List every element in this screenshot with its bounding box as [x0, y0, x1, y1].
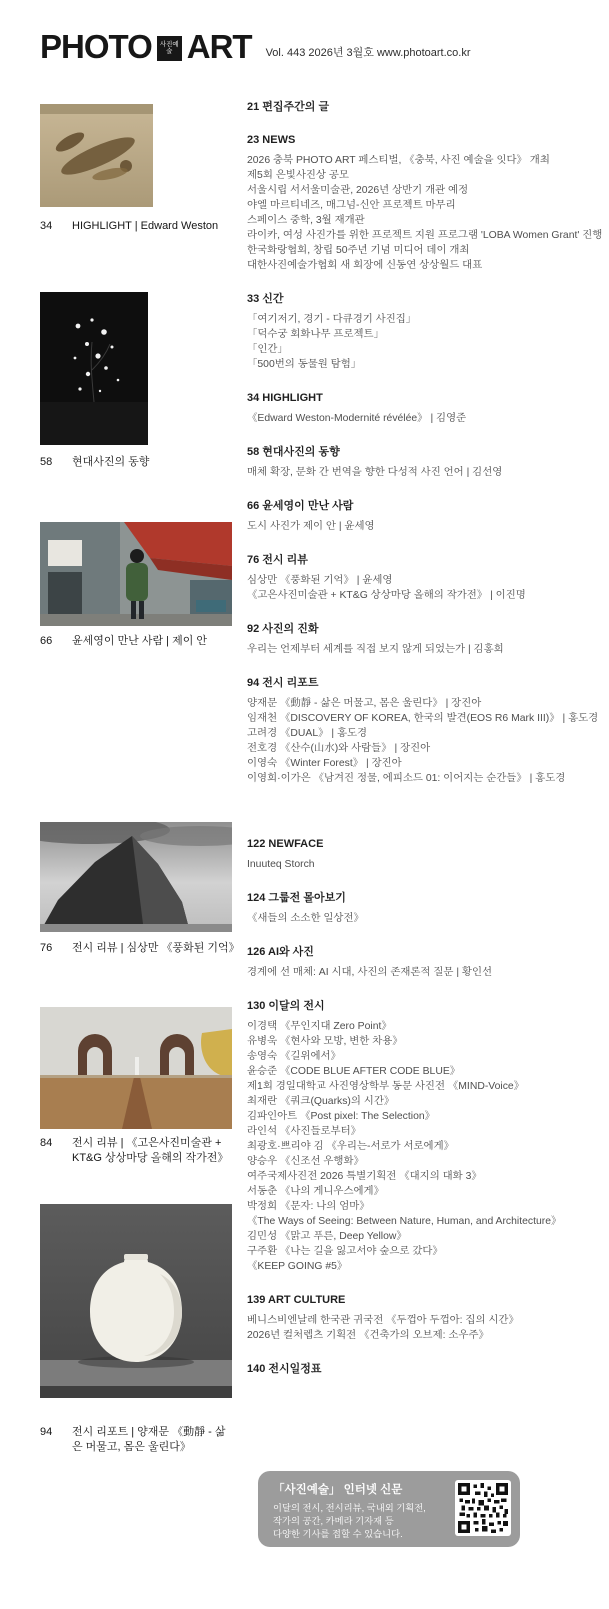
toc-section	[247, 892, 587, 926]
thumb-caption	[40, 219, 260, 234]
toc-section-header: 92 사진의 진화	[247, 623, 319, 635]
thumbnail-contemporary-photo	[40, 292, 148, 445]
toc-line: Inuuteq Storch	[247, 859, 315, 870]
toc-line: 야엘 마르티네즈, 매그넘-신안 프로젝트 마무리	[247, 200, 456, 211]
toc-line: 우리는 언제부터 세계를 직접 보지 않게 되었는가 | 김홍희	[247, 644, 504, 655]
toc-line: 도시 사진가 제이 안 | 윤세영	[247, 521, 375, 532]
toc-line: 《새들의 소소한 일상전》	[247, 913, 364, 924]
thumb-caption	[40, 634, 270, 649]
qr-code-pattern	[458, 1483, 508, 1533]
toc-section-header: 34 HIGHLIGHT	[247, 392, 323, 404]
banner-line: 이달의 전시, 전시리뷰, 국내외 기획전,	[273, 1503, 426, 1513]
thumbnail-moon-jar	[40, 1204, 232, 1398]
toc-section	[247, 101, 587, 114]
toc-section-header: 76 전시 리뷰	[247, 554, 308, 566]
toc-line: 최광호·쁘리야 김 《우리는-서로가 서로에게》	[247, 1141, 454, 1152]
toc-section	[247, 554, 587, 603]
caption-page-number: 94	[40, 1426, 53, 1438]
toc-line: 윤승준 《CODE BLUE AFTER CODE BLUE》	[247, 1066, 461, 1077]
toc-section	[247, 838, 587, 872]
toc-line: 《KEEP GOING #5》	[247, 1261, 348, 1272]
toc-line: 《The Ways of Seeing: Between Nature, Human, and Architecture》	[247, 1216, 562, 1227]
toc-line: 여주국제사진전 2026 특별기획전 《대지의 대화 3》	[247, 1171, 482, 1182]
thumbnail-weathered-memory	[40, 822, 232, 932]
toc-line: 2026 충북 PHOTO ART 페스티벌, 《충북, 사진 예술을 잇다》 개최	[247, 155, 550, 166]
toc-line: 이경택 《무인지대 Zero Point》	[247, 1021, 392, 1032]
toc-section	[247, 500, 587, 534]
internet-news-banner	[258, 1471, 520, 1547]
caption-page-number: 66	[40, 635, 53, 647]
photoart-logo	[40, 30, 252, 63]
toc-line: 서동춘 《나의 게니우스에게》	[247, 1186, 384, 1197]
toc-line: 송영숙 《길위에서》	[247, 1051, 341, 1062]
toc-line: 한국화랑협회, 창립 50주년 기념 미디어 데이 개최	[247, 245, 470, 256]
toc-line: 「덕수궁 회화나무 프로젝트」	[247, 329, 384, 340]
toc-column-bottom	[247, 838, 587, 1382]
toc-line: 이영희·이가은 《남겨진 정물, 에피소드 01: 이어지는 순간들》 | 홍도경	[247, 773, 566, 784]
toc-section-header: 58 현대사진의 동향	[247, 446, 340, 458]
banner-title: 「사진예술」 인터넷 신문	[273, 1484, 403, 1496]
toc-section-header: 33 신간	[247, 293, 284, 305]
qr-code	[455, 1480, 511, 1536]
moon-jar-photo-illustration	[40, 1204, 232, 1398]
toc-line: 박정희 《문자: 나의 엄마》	[247, 1201, 370, 1212]
thumb-caption	[40, 1136, 250, 1166]
toc-section-header: 21 편집주간의 글	[247, 101, 330, 113]
caption-text: 현대사진의 동향	[72, 456, 150, 468]
toc-line: 임재천 《DISCOVERY OF KOREA, 한국의 발견(EOS R6 Mark III)》 | 홍도경	[247, 713, 599, 724]
toc-line: 제1회 경일대학교 사진영상학부 동문 사진전 《MIND-Voice》	[247, 1081, 525, 1092]
toc-line: 2026년 컬처렙츠 기획전 《건축가의 오브제: 소우주》	[247, 1330, 489, 1341]
toc-line: 「500번의 동물원 탐험」	[247, 359, 362, 370]
white-blossoms-photo-illustration	[40, 292, 148, 445]
toc-line: 김민성 《맑고 푸른, Deep Yellow》	[247, 1231, 407, 1242]
caption-page-number: 76	[40, 942, 53, 954]
toc-section	[247, 1294, 587, 1343]
toc-section-header: 23 NEWS	[247, 134, 296, 146]
toc-column-top	[247, 101, 603, 786]
toc-line: 매체 확장, 문화 간 번역을 향한 다성적 사진 언어 | 김선영	[247, 467, 503, 478]
toc-line: 양승우 《신조선 우행화》	[247, 1156, 364, 1167]
issue-info: Vol. 443 2026년 3월호 www.photoart.co.kr	[265, 46, 471, 59]
street-scene-photo-illustration	[40, 522, 232, 626]
toc-section-header: 124 그룹전 몰아보기	[247, 892, 346, 904]
toc-line: 경계에 선 매체: AI 시대, 사진의 존재론적 질문 | 황인선	[247, 967, 493, 978]
toc-line: 양재문 《動靜 - 삶은 머물고, 몸은 울린다》 | 장진아	[247, 698, 482, 709]
toc-section-header: 94 전시 리포트	[247, 677, 319, 689]
toc-line: 전호경 《산수(山水)와 사람들》 | 장진아	[247, 743, 431, 754]
toc-line: 스페이스 중학, 3월 재개관	[247, 215, 365, 226]
toc-line: 「인간」	[247, 344, 288, 355]
masthead	[40, 30, 471, 63]
toc-section	[247, 134, 603, 273]
toc-section	[247, 623, 587, 657]
toc-section	[247, 446, 587, 480]
caption-text: 전시 리뷰 | 심상만 《풍화된 기억》	[72, 942, 240, 954]
thumb-caption	[40, 455, 260, 470]
toc-line: 심상만 《풍화된 기억》 | 윤세영	[247, 575, 393, 586]
toc-section	[247, 677, 599, 786]
toc-line: 이영숙 《Winter Forest》 | 장진아	[247, 758, 402, 769]
caption-text: 윤세영이 만난 사람 | 제이 안	[72, 635, 208, 647]
logo-text-photo: PHOTO	[40, 28, 152, 65]
toc-line: 라이카, 여성 사진가를 위한 프로젝트 지원 프로그램 'LOBA Women Grant' 진행	[247, 230, 603, 241]
banner-line: 작가의 공간, 카메라 기자재 등	[273, 1516, 394, 1526]
toc-section-header: 66 윤세영이 만난 사람	[247, 500, 354, 512]
nude-on-sand-photo-illustration	[40, 104, 153, 207]
logo-korean-box: 사진예술	[157, 36, 182, 61]
toc-line: 「여기저기, 경기 - 다큐경기 사진집」	[247, 314, 417, 325]
toc-section	[247, 1000, 587, 1274]
toc-line: 서울시립 서서울미술관, 2026년 상반기 개관 예정	[247, 185, 469, 196]
thumbnail-jay-ahn-street	[40, 522, 232, 626]
caption-text: 전시 리포트 | 양재문 《動靜 - 삶은 머물고, 몸은 울린다》	[72, 1426, 226, 1453]
toc-section-header: 126 AI와 사진	[247, 946, 314, 958]
logo-text-art: ART	[186, 28, 252, 65]
toc-line: 제5회 은빛사진상 공모	[247, 170, 349, 181]
toc-line: 《Edward Weston-Modernité révélée》 | 김영준	[247, 413, 467, 424]
toc-section-header: 139 ART CULTURE	[247, 1294, 346, 1306]
toc-line: 유병욱 《현사와 모방, 변한 차용》	[247, 1036, 403, 1047]
banner-line: 다양한 기사를 접할 수 있습니다.	[273, 1529, 403, 1539]
toc-line: 《고은사진미술관 + KT&G 상상마당 올해의 작가전》 | 이진명	[247, 590, 526, 601]
toc-section-header: 130 이달의 전시	[247, 1000, 325, 1012]
caption-page-number: 58	[40, 456, 53, 468]
thumb-caption	[40, 1425, 250, 1455]
toc-line: 베니스비엔날레 한국관 귀국전 《두껍아 두껍아: 집의 시간》	[247, 1315, 519, 1326]
toc-line: 구주환 《나는 길을 잃고서야 숲으로 갔다》	[247, 1246, 443, 1257]
toc-line: 최재란 《쿼크(Quarks)의 시간》	[247, 1096, 395, 1107]
caption-page-number: 34	[40, 220, 53, 232]
toc-line: 김파인아트 《Post pixel: The Selection》	[247, 1111, 436, 1122]
toc-line: 라인석 《사진들로부터》	[247, 1126, 362, 1137]
toc-section	[247, 392, 587, 426]
toc-line: 고려경 《DUAL》 | 홍도경	[247, 728, 368, 739]
caption-text: HIGHLIGHT | Edward Weston	[72, 220, 219, 232]
toc-section	[247, 946, 587, 980]
twin-arches-photo-illustration	[40, 1007, 232, 1129]
thumbnail-kt-g-artist-award	[40, 1007, 232, 1129]
toc-section	[247, 1363, 587, 1376]
toc-line: 대한사진예술가협회 새 회장에 신동연 상상월드 대표	[247, 260, 483, 271]
caption-page-number: 84	[40, 1137, 53, 1149]
rock-peak-bw-photo-illustration	[40, 822, 232, 932]
toc-section	[247, 293, 587, 372]
toc-section-header: 140 전시일정표	[247, 1363, 322, 1375]
toc-section-header: 122 NEWFACE	[247, 838, 324, 850]
caption-text: 전시 리뷰 | 《고은사진미술관 + KT&G 상상마당 올해의 작가전》	[72, 1137, 229, 1164]
thumbnail-edward-weston	[40, 104, 153, 207]
thumb-caption	[40, 941, 270, 956]
